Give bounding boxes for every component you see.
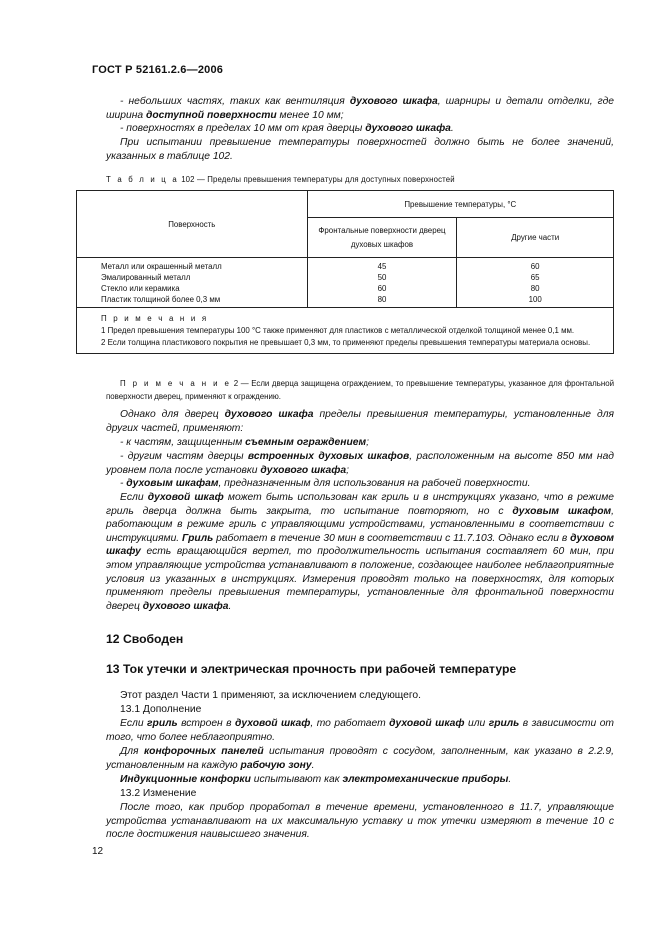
table-cell: 80 <box>530 283 540 293</box>
table-cell: 60 <box>530 261 540 271</box>
table-cell: 80 <box>377 294 387 304</box>
table-note-2: 2 Если толщина пластикового покрытия не превышает 0,3 мм, то применяют пределы превышения температуры материала основы. <box>101 338 591 347</box>
body-paragraph-1: Однако для дверец духового шкафа пределы превышения температуры, установленные для других частей, применяют: <box>106 409 615 434</box>
table-note-1: 1 Предел превышения температуры 100 °С также применяют для пластиков с металлической отделкой толщиной менее 0,1 мм. <box>101 326 575 335</box>
front-values-column <box>307 258 457 308</box>
table-cell: 65 <box>530 272 540 282</box>
table-caption: Т а б л и ц а 102 — Пределы превышения температуры для доступных поверхностей <box>106 175 455 184</box>
note-2: П р и м е ч а н и е 2 — Если дверца защищена ограждением, то превышение температуры, указанное для фронтальной поверхности дверец, применяют к ограждению. <box>106 379 615 401</box>
table-cell: 60 <box>377 283 387 293</box>
top-item-1: - небольших частях, таких как вентиляция духового шкафа, шарниры и детали отделки, где ширина доступной поверхности менее 10 мм; <box>106 96 615 121</box>
surface-column <box>77 258 308 308</box>
paragraph-leakage-current: После того, как прибор проработал в течение времени, установленного в 11.7, управляющие устройства устанавливают на их максимальную уставку и ток утечки измеряют в течение 10 с после достижения наивысшего значения. <box>106 802 614 841</box>
header-surface: Поверхность <box>77 191 308 258</box>
table-cell: 100 <box>528 294 542 304</box>
table-row: Эмалированный металл <box>101 272 191 282</box>
section-13-heading: 13 Ток утечки и электрическая прочность при рабочей температуре <box>106 662 517 676</box>
top-item-2: - поверхностях в пределах 10 мм от края дверцы духового шкафа. <box>120 123 454 134</box>
paragraph-grill-built-in: Если гриль встроен в духовой шкаф, то работает духовой шкаф или гриль в зависимости от того, что более неблагоприятно. <box>106 718 615 743</box>
top-item-3: При испытании превышение температуры поверхностей должно быть не более значений, указанных в таблице 102. <box>106 137 614 162</box>
table-row: Стекло или керамика <box>101 283 180 293</box>
body-item-guards: - к частям, защищенным съемным ограждением; <box>120 437 369 448</box>
subsection-13-2: 13.2 Изменение <box>120 788 197 799</box>
paragraph-hobs: Для конфорочных панелей испытания проводят с сосудом, заполненным, как указано в 2.2.9, установленным на каждую рабочую зону. <box>106 746 614 771</box>
body-item-built-in: - другим частям дверцы встроенных духовых шкафов, расположенным на высоте 850 мм над уровнем пола после установки духового шкафа; <box>106 451 614 476</box>
table-notes <box>77 308 614 354</box>
header-front-surfaces: Фронтальные поверхности дверец духовых шкафов <box>307 218 457 258</box>
header-temperature-rise: Превышение температуры, °С <box>307 191 613 218</box>
body-item-worktop: - духовым шкафам, предназначенным для использования на рабочей поверхности. <box>120 478 531 489</box>
body-paragraph-grill: Если духовой шкаф может быть использован как гриль и в инструкциях указано, что в режиме гриль дверца должна быть закрыта, то испытание повторяют, но с духовым шкафом, работающим в режиме гриль с управляющими устройствами, установленными в соответствии с инструкциями. Гриль работает в течение 30 мин в соответствии с 11.7.103. Однако если в духовом шкафу есть вращающийся вертел, то продолжительность испытания составляет 60 мин, при этом управляющие устройства устанавливают в положение, создающее наиболее неблагоприятные условия из указанных в инструкциях. Измерения проводят только на поверхностях, для которых применяют пределы превышения температуры, установленные для фронтальной поверхности дверец духового шкафа. <box>106 492 615 612</box>
subsection-13-1: 13.1 Дополнение <box>120 704 202 715</box>
notes-title: П р и м е ч а н и я <box>101 314 209 323</box>
paragraph-induction: Индукционные конфорки испытывают как электромеханические приборы. <box>120 774 512 785</box>
table-cell: 45 <box>377 261 387 271</box>
table-row: Металл или окрашенный металл <box>101 261 222 271</box>
document-id: ГОСТ Р 52161.2.6—2006 <box>92 64 224 76</box>
section-13-intro: Этот раздел Части 1 применяют, за исключением следующего. <box>120 690 422 701</box>
page-number: 12 <box>92 846 104 857</box>
table-row: Пластик толщиной более 0,3 мм <box>101 294 221 304</box>
section-12-heading: 12 Свободен <box>106 632 184 646</box>
other-values-column <box>457 258 614 308</box>
temperature-limits-table <box>76 190 614 354</box>
header-other-parts: Другие части <box>457 218 614 258</box>
table-cell: 50 <box>377 272 387 282</box>
